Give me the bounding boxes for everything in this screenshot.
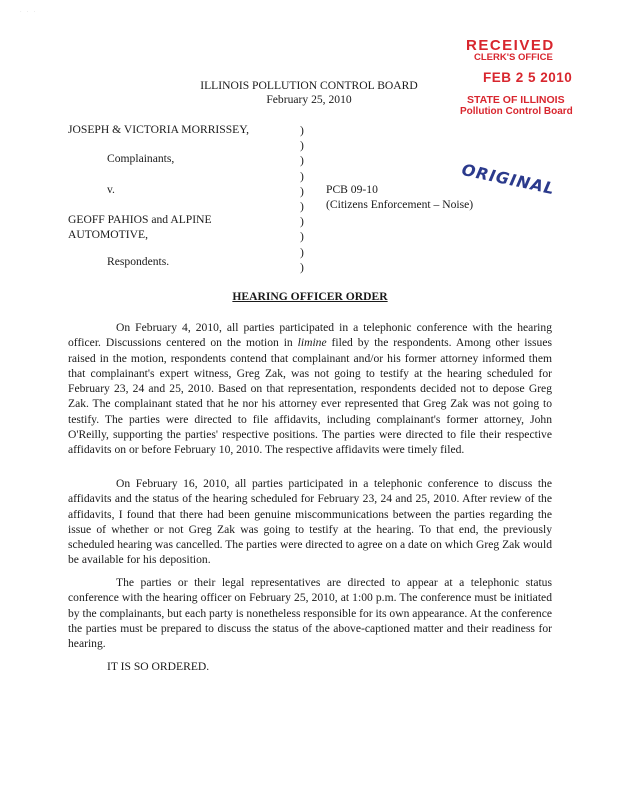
paren: ) bbox=[300, 260, 304, 274]
received-stamp-office: CLERK'S OFFICE bbox=[474, 52, 553, 63]
paragraph-1-text-a: On February 4, 2010, all parties participated in a telephonic conference with the hearing officer. Discussions centered on the motion in bbox=[68, 321, 552, 350]
received-stamp-state: STATE OF ILLINOIS bbox=[467, 94, 565, 106]
paren: ) bbox=[300, 230, 304, 244]
scan-speck: · · · bbox=[20, 10, 38, 15]
paren: ) bbox=[300, 154, 304, 168]
order-title: HEARING OFFICER ORDER bbox=[232, 290, 388, 303]
paragraph-2-text: On February 16, 2010, all parties participated in a telephonic conference to discuss the affidavits and the status of the hearing scheduled for February 23, 24 and 25, 2010. After review of the affidavits, I found that there had been genuine miscommunications between the parties regarding the issue of whether or not Greg Zak was going to testify at the hearing. To that end, the previously scheduled hearing was cancelled. The parties were directed to agree on a date on which Greg Zak would be available for his deposition. bbox=[68, 477, 552, 567]
agency-name: ILLINOIS POLLUTION CONTROL BOARD bbox=[200, 79, 418, 92]
paren: ) bbox=[300, 169, 304, 183]
paragraph-1-italic: limine bbox=[297, 336, 327, 350]
paragraph-3 bbox=[68, 575, 552, 651]
case-number: PCB 09-10 bbox=[326, 183, 378, 196]
paren: ) bbox=[300, 124, 304, 137]
received-stamp-board: Pollution Control Board bbox=[460, 106, 573, 117]
paren: ) bbox=[300, 184, 304, 198]
paren: ) bbox=[300, 199, 304, 213]
paren: ) bbox=[300, 245, 304, 259]
paragraph-2 bbox=[68, 476, 552, 568]
original-stamp: ORIGINAL bbox=[460, 160, 557, 199]
paren: ) bbox=[300, 139, 304, 153]
closing-statement: IT IS SO ORDERED. bbox=[107, 660, 210, 673]
complainants-role: Complainants, bbox=[107, 152, 175, 165]
paragraph-3-text: The parties or their legal representatives are directed to appear at a telephonic status conference with the hearing officer on February 25, 2010, at 1:00 p.m. The conference must be initiated by the complainants, but each party is nonetheless responsible for its own appearance. At the conference the parties must be prepared to discuss the status of the above-captioned matter and their readiness for hearing. bbox=[68, 576, 552, 651]
received-stamp-title: RECEIVED bbox=[466, 37, 555, 54]
paren: ) bbox=[300, 215, 304, 229]
versus: v. bbox=[107, 183, 115, 196]
respondents-role: Respondents. bbox=[107, 255, 170, 268]
paragraph-1-text-b: filed by the respondents. Among other issues raised in the motion, respondents contend that complainant and/or his former attorney informed them that complainant's expert witness, Greg Zak, was not going to testify at the hearing scheduled for February 23, 24 and 25, 2010. Based on that representation, respondents decided not to depose Greg Zak. The complainant stated that he nor his attorney ever represented that Greg Zak was not going to testify. The parties were directed to file affidavits, including complainant's former attorney, John O'Reilly, supporting the parties' respective positions. The parties were directed to file their respective affidavits on or before February 10, 2010. The respective affidavits were timely filed. bbox=[68, 336, 552, 457]
caption-parentheses bbox=[300, 123, 304, 275]
received-stamp-date: FEB 2 5 2010 bbox=[483, 70, 573, 85]
respondents-line-2: AUTOMOTIVE, bbox=[68, 228, 148, 241]
complainants-names: JOSEPH & VICTORIA MORRISSEY, bbox=[68, 123, 250, 136]
paragraph-1 bbox=[68, 320, 552, 458]
case-type: (Citizens Enforcement – Noise) bbox=[326, 198, 474, 211]
order-date: February 25, 2010 bbox=[266, 93, 352, 106]
respondents-line-1: GEOFF PAHIOS and ALPINE bbox=[68, 213, 212, 226]
